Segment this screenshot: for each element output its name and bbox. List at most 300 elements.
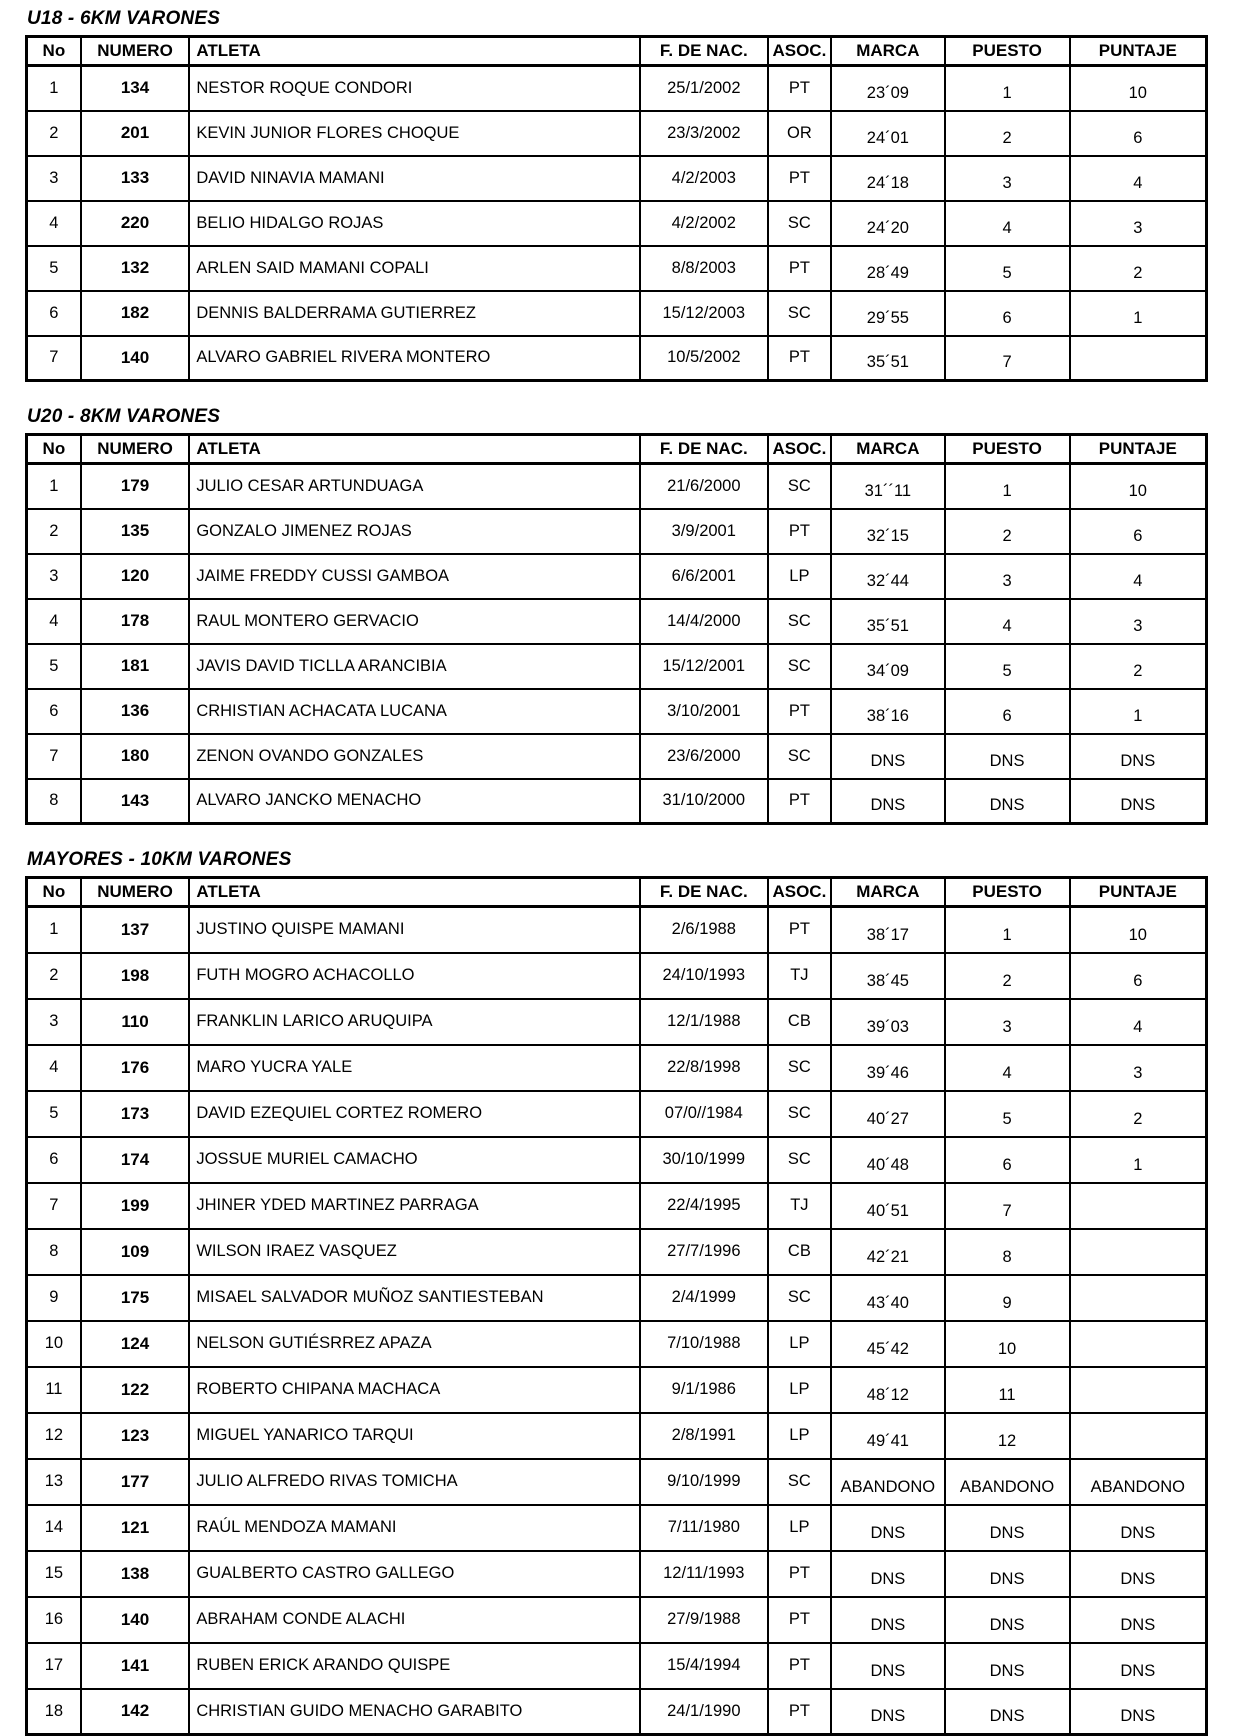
cell-numero: 136: [81, 689, 190, 734]
cell-puntaje: 2: [1070, 1091, 1207, 1137]
cell-asoc: LP: [768, 1413, 832, 1459]
cell-puesto: 7: [945, 336, 1070, 381]
cell-numero: 220: [81, 201, 190, 246]
table-row: [27, 999, 1207, 1045]
cell-no: 7: [27, 336, 81, 381]
header-row: [27, 435, 1207, 464]
cell-numero: 120: [81, 554, 190, 599]
cell-asoc: PT: [768, 156, 832, 201]
cell-marca: 45´42: [831, 1321, 944, 1367]
cell-no: 6: [27, 689, 81, 734]
cell-f_de_nac: 9/10/1999: [640, 1459, 767, 1505]
cell-no: 5: [27, 1091, 81, 1137]
cell-marca: 39´03: [831, 999, 944, 1045]
cell-marca: 34´09: [831, 644, 944, 689]
cell-atleta: BELIO HIDALGO ROJAS: [189, 201, 640, 246]
table-row: [27, 953, 1207, 999]
cell-marca: 39´46: [831, 1045, 944, 1091]
header-puntaje: PUNTAJE: [1070, 37, 1207, 66]
cell-numero: 182: [81, 291, 190, 336]
cell-marca: 32´15: [831, 509, 944, 554]
cell-puntaje: [1070, 1183, 1207, 1229]
cell-atleta: DAVID EZEQUIEL CORTEZ ROMERO: [189, 1091, 640, 1137]
cell-marca: 38´16: [831, 689, 944, 734]
table-row: [27, 1689, 1207, 1735]
cell-puesto: 5: [945, 1091, 1070, 1137]
cell-f_de_nac: 2/4/1999: [640, 1275, 767, 1321]
cell-f_de_nac: 9/1/1986: [640, 1367, 767, 1413]
cell-no: 14: [27, 1505, 81, 1551]
cell-f_de_nac: 15/12/2003: [640, 291, 767, 336]
cell-puesto: 1: [945, 66, 1070, 111]
cell-puntaje: [1070, 1367, 1207, 1413]
cell-puesto: DNS: [945, 1689, 1070, 1735]
cell-f_de_nac: 4/2/2003: [640, 156, 767, 201]
cell-numero: 199: [81, 1183, 190, 1229]
cell-atleta: MARO YUCRA YALE: [189, 1045, 640, 1091]
cell-asoc: PT: [768, 1551, 832, 1597]
cell-f_de_nac: 7/11/1980: [640, 1505, 767, 1551]
cell-no: 3: [27, 999, 81, 1045]
cell-marca: 38´45: [831, 953, 944, 999]
cell-no: 3: [27, 156, 81, 201]
cell-no: 6: [27, 291, 81, 336]
table-row: [27, 689, 1207, 734]
cell-atleta: ROBERTO CHIPANA MACHACA: [189, 1367, 640, 1413]
cell-marca: 24´20: [831, 201, 944, 246]
table-row: [27, 246, 1207, 291]
cell-atleta: ABRAHAM CONDE ALACHI: [189, 1597, 640, 1643]
cell-puesto: 5: [945, 644, 1070, 689]
cell-puesto: 6: [945, 689, 1070, 734]
cell-puntaje: [1070, 1321, 1207, 1367]
cell-asoc: PT: [768, 336, 832, 381]
cell-asoc: PT: [768, 1689, 832, 1735]
cell-no: 4: [27, 1045, 81, 1091]
cell-puesto: 3: [945, 156, 1070, 201]
cell-puesto: ABANDONO: [945, 1459, 1070, 1505]
cell-no: 12: [27, 1413, 81, 1459]
cell-asoc: SC: [768, 734, 832, 779]
cell-no: 5: [27, 246, 81, 291]
cell-puesto: DNS: [945, 1505, 1070, 1551]
cell-puntaje: 6: [1070, 509, 1207, 554]
cell-puntaje: 2: [1070, 644, 1207, 689]
cell-puntaje: DNS: [1070, 1551, 1207, 1597]
cell-f_de_nac: 3/9/2001: [640, 509, 767, 554]
cell-atleta: JULIO CESAR ARTUNDUAGA: [189, 464, 640, 509]
cell-marca: 38´17: [831, 907, 944, 953]
cell-asoc: LP: [768, 1321, 832, 1367]
cell-puntaje: 1: [1070, 1137, 1207, 1183]
cell-f_de_nac: 12/1/1988: [640, 999, 767, 1045]
cell-f_de_nac: 24/10/1993: [640, 953, 767, 999]
cell-atleta: ALVARO JANCKO MENACHO: [189, 779, 640, 824]
cell-f_de_nac: 07/0//1984: [640, 1091, 767, 1137]
cell-asoc: LP: [768, 1367, 832, 1413]
cell-atleta: DENNIS BALDERRAMA GUTIERREZ: [189, 291, 640, 336]
cell-puesto: DNS: [945, 779, 1070, 824]
cell-atleta: JULIO ALFREDO RIVAS TOMICHA: [189, 1459, 640, 1505]
cell-puntaje: DNS: [1070, 1505, 1207, 1551]
cell-no: 7: [27, 734, 81, 779]
cell-no: 17: [27, 1643, 81, 1689]
cell-marca: DNS: [831, 1689, 944, 1735]
table-row: [27, 111, 1207, 156]
cell-marca: 48´12: [831, 1367, 944, 1413]
cell-f_de_nac: 6/6/2001: [640, 554, 767, 599]
cell-f_de_nac: 23/3/2002: [640, 111, 767, 156]
cell-f_de_nac: 12/11/1993: [640, 1551, 767, 1597]
cell-asoc: TJ: [768, 1183, 832, 1229]
cell-numero: 110: [81, 999, 190, 1045]
cell-asoc: SC: [768, 1137, 832, 1183]
cell-numero: 178: [81, 599, 190, 644]
cell-numero: 175: [81, 1275, 190, 1321]
cell-puntaje: 1: [1070, 689, 1207, 734]
results-section: [25, 8, 1208, 382]
cell-asoc: PT: [768, 66, 832, 111]
cell-f_de_nac: 30/10/1999: [640, 1137, 767, 1183]
header-marca: MARCA: [831, 37, 944, 66]
cell-atleta: RAUL MONTERO GERVACIO: [189, 599, 640, 644]
cell-asoc: PT: [768, 779, 832, 824]
table-row: [27, 599, 1207, 644]
cell-puesto: 7: [945, 1183, 1070, 1229]
cell-asoc: SC: [768, 1091, 832, 1137]
table-row: [27, 907, 1207, 953]
cell-atleta: MISAEL SALVADOR MUÑOZ SANTIESTEBAN: [189, 1275, 640, 1321]
cell-atleta: JOSSUE MURIEL CAMACHO: [189, 1137, 640, 1183]
cell-marca: 35´51: [831, 336, 944, 381]
cell-puntaje: 10: [1070, 464, 1207, 509]
header-asoc: ASOC.: [768, 37, 832, 66]
cell-numero: 140: [81, 1597, 190, 1643]
cell-f_de_nac: 15/4/1994: [640, 1643, 767, 1689]
header-atleta: ATLETA: [189, 37, 640, 66]
cell-puesto: 9: [945, 1275, 1070, 1321]
cell-f_de_nac: 8/8/2003: [640, 246, 767, 291]
results-table: [25, 876, 1208, 1736]
header-marca: MARCA: [831, 878, 944, 907]
cell-marca: DNS: [831, 1597, 944, 1643]
cell-asoc: SC: [768, 1045, 832, 1091]
cell-puesto: 10: [945, 1321, 1070, 1367]
cell-f_de_nac: 27/7/1996: [640, 1229, 767, 1275]
cell-puesto: 5: [945, 246, 1070, 291]
table-row: [27, 644, 1207, 689]
table-row: [27, 1551, 1207, 1597]
cell-asoc: PT: [768, 1643, 832, 1689]
cell-marca: DNS: [831, 779, 944, 824]
cell-numero: 121: [81, 1505, 190, 1551]
table-row: [27, 1367, 1207, 1413]
cell-puntaje: 4: [1070, 554, 1207, 599]
header-puesto: PUESTO: [945, 435, 1070, 464]
header-numero: NUMERO: [81, 878, 190, 907]
header-f_de_nac: F. DE NAC.: [640, 37, 767, 66]
results-section: [25, 849, 1208, 1736]
section-title: MAYORES - 10KM VARONES: [27, 849, 292, 870]
cell-asoc: PT: [768, 246, 832, 291]
cell-marca: ABANDONO: [831, 1459, 944, 1505]
table-row: [27, 1505, 1207, 1551]
cell-no: 1: [27, 464, 81, 509]
cell-numero: 132: [81, 246, 190, 291]
table-row: [27, 509, 1207, 554]
table-row: [27, 291, 1207, 336]
header-row: [27, 37, 1207, 66]
cell-atleta: FRANKLIN LARICO ARUQUIPA: [189, 999, 640, 1045]
cell-marca: 35´51: [831, 599, 944, 644]
cell-puesto: 2: [945, 509, 1070, 554]
cell-asoc: SC: [768, 1275, 832, 1321]
header-f_de_nac: F. DE NAC.: [640, 878, 767, 907]
cell-puesto: 6: [945, 291, 1070, 336]
cell-no: 4: [27, 599, 81, 644]
cell-f_de_nac: 22/8/1998: [640, 1045, 767, 1091]
cell-asoc: SC: [768, 599, 832, 644]
cell-no: 5: [27, 644, 81, 689]
cell-asoc: CB: [768, 999, 832, 1045]
cell-marca: 24´01: [831, 111, 944, 156]
table-row: [27, 1091, 1207, 1137]
cell-marca: 42´21: [831, 1229, 944, 1275]
cell-no: 18: [27, 1689, 81, 1735]
cell-numero: 137: [81, 907, 190, 953]
cell-numero: 141: [81, 1643, 190, 1689]
cell-asoc: PT: [768, 907, 832, 953]
cell-marca: 40´48: [831, 1137, 944, 1183]
header-puntaje: PUNTAJE: [1070, 878, 1207, 907]
table-row: [27, 1459, 1207, 1505]
cell-numero: 181: [81, 644, 190, 689]
cell-f_de_nac: 14/4/2000: [640, 599, 767, 644]
cell-f_de_nac: 31/10/2000: [640, 779, 767, 824]
cell-atleta: ALVARO GABRIEL RIVERA MONTERO: [189, 336, 640, 381]
cell-numero: 133: [81, 156, 190, 201]
cell-puntaje: [1070, 1229, 1207, 1275]
cell-puesto: 4: [945, 1045, 1070, 1091]
cell-numero: 142: [81, 1689, 190, 1735]
cell-numero: 177: [81, 1459, 190, 1505]
cell-marca: DNS: [831, 734, 944, 779]
table-row: [27, 156, 1207, 201]
results-table: [25, 35, 1208, 382]
cell-puntaje: 10: [1070, 66, 1207, 111]
cell-numero: 179: [81, 464, 190, 509]
cell-puntaje: [1070, 336, 1207, 381]
cell-marca: 31´´11: [831, 464, 944, 509]
cell-puesto: 3: [945, 554, 1070, 599]
cell-f_de_nac: 22/4/1995: [640, 1183, 767, 1229]
cell-puntaje: DNS: [1070, 779, 1207, 824]
cell-f_de_nac: 10/5/2002: [640, 336, 767, 381]
cell-puntaje: [1070, 1413, 1207, 1459]
header-puntaje: PUNTAJE: [1070, 435, 1207, 464]
results-table: [25, 433, 1208, 825]
cell-atleta: MIGUEL YANARICO TARQUI: [189, 1413, 640, 1459]
cell-atleta: FUTH MOGRO ACHACOLLO: [189, 953, 640, 999]
table-row: [27, 1229, 1207, 1275]
table-row: [27, 336, 1207, 381]
cell-numero: 143: [81, 779, 190, 824]
cell-no: 4: [27, 201, 81, 246]
cell-no: 13: [27, 1459, 81, 1505]
cell-marca: 49´41: [831, 1413, 944, 1459]
header-f_de_nac: F. DE NAC.: [640, 435, 767, 464]
cell-atleta: DAVID NINAVIA MAMANI: [189, 156, 640, 201]
cell-no: 1: [27, 66, 81, 111]
cell-puntaje: 10: [1070, 907, 1207, 953]
cell-marca: 40´51: [831, 1183, 944, 1229]
cell-atleta: JUSTINO QUISPE MAMANI: [189, 907, 640, 953]
cell-numero: 176: [81, 1045, 190, 1091]
cell-puntaje: 6: [1070, 111, 1207, 156]
cell-puesto: 12: [945, 1413, 1070, 1459]
cell-numero: 138: [81, 1551, 190, 1597]
cell-puntaje: 4: [1070, 999, 1207, 1045]
cell-no: 15: [27, 1551, 81, 1597]
cell-puesto: 1: [945, 464, 1070, 509]
cell-f_de_nac: 3/10/2001: [640, 689, 767, 734]
cell-no: 2: [27, 111, 81, 156]
cell-marca: 28´49: [831, 246, 944, 291]
cell-atleta: JHINER YDED MARTINEZ PARRAGA: [189, 1183, 640, 1229]
header-atleta: ATLETA: [189, 435, 640, 464]
cell-no: 16: [27, 1597, 81, 1643]
cell-f_de_nac: 25/1/2002: [640, 66, 767, 111]
cell-asoc: LP: [768, 1505, 832, 1551]
cell-atleta: CHRISTIAN GUIDO MENACHO GARABITO: [189, 1689, 640, 1735]
cell-atleta: RAÚL MENDOZA MAMANI: [189, 1505, 640, 1551]
cell-atleta: RUBEN ERICK ARANDO QUISPE: [189, 1643, 640, 1689]
cell-puntaje: DNS: [1070, 734, 1207, 779]
cell-asoc: PT: [768, 1597, 832, 1643]
table-row: [27, 554, 1207, 599]
header-no: No: [27, 435, 81, 464]
cell-numero: 180: [81, 734, 190, 779]
cell-no: 7: [27, 1183, 81, 1229]
cell-asoc: PT: [768, 509, 832, 554]
cell-no: 3: [27, 554, 81, 599]
table-row: [27, 201, 1207, 246]
header-atleta: ATLETA: [189, 878, 640, 907]
cell-atleta: JAVIS DAVID TICLLA ARANCIBIA: [189, 644, 640, 689]
cell-atleta: JAIME FREDDY CUSSI GAMBOA: [189, 554, 640, 599]
header-asoc: ASOC.: [768, 878, 832, 907]
cell-puesto: 4: [945, 599, 1070, 644]
cell-atleta: CRHISTIAN ACHACATA LUCANA: [189, 689, 640, 734]
header-numero: NUMERO: [81, 37, 190, 66]
cell-f_de_nac: 2/6/1988: [640, 907, 767, 953]
cell-marca: 40´27: [831, 1091, 944, 1137]
table-row: [27, 1137, 1207, 1183]
cell-no: 8: [27, 1229, 81, 1275]
cell-marca: DNS: [831, 1643, 944, 1689]
cell-atleta: KEVIN JUNIOR FLORES CHOQUE: [189, 111, 640, 156]
cell-puntaje: DNS: [1070, 1597, 1207, 1643]
cell-numero: 123: [81, 1413, 190, 1459]
cell-marca: DNS: [831, 1551, 944, 1597]
cell-f_de_nac: 4/2/2002: [640, 201, 767, 246]
cell-atleta: NELSON GUTIÉSRREZ APAZA: [189, 1321, 640, 1367]
cell-puntaje: DNS: [1070, 1643, 1207, 1689]
cell-atleta: ARLEN SAID MAMANI COPALI: [189, 246, 640, 291]
cell-marca: 29´55: [831, 291, 944, 336]
cell-puesto: 1: [945, 907, 1070, 953]
table-row: [27, 1413, 1207, 1459]
table-row: [27, 779, 1207, 824]
cell-no: 10: [27, 1321, 81, 1367]
cell-atleta: ZENON OVANDO GONZALES: [189, 734, 640, 779]
cell-asoc: LP: [768, 554, 832, 599]
cell-marca: DNS: [831, 1505, 944, 1551]
cell-no: 6: [27, 1137, 81, 1183]
cell-puntaje: 4: [1070, 156, 1207, 201]
table-row: [27, 734, 1207, 779]
cell-puesto: 2: [945, 111, 1070, 156]
cell-marca: 43´40: [831, 1275, 944, 1321]
cell-asoc: PT: [768, 689, 832, 734]
results-section: [25, 406, 1208, 825]
cell-puesto: DNS: [945, 734, 1070, 779]
table-row: [27, 1183, 1207, 1229]
table-row: [27, 1275, 1207, 1321]
cell-asoc: SC: [768, 1459, 832, 1505]
cell-atleta: WILSON IRAEZ VASQUEZ: [189, 1229, 640, 1275]
cell-no: 2: [27, 509, 81, 554]
cell-numero: 109: [81, 1229, 190, 1275]
header-marca: MARCA: [831, 435, 944, 464]
cell-f_de_nac: 23/6/2000: [640, 734, 767, 779]
table-row: [27, 1045, 1207, 1091]
header-puesto: PUESTO: [945, 37, 1070, 66]
sections-root: [25, 8, 1208, 1736]
cell-puesto: 3: [945, 999, 1070, 1045]
header-no: No: [27, 878, 81, 907]
cell-asoc: SC: [768, 644, 832, 689]
table-row: [27, 1321, 1207, 1367]
cell-asoc: SC: [768, 464, 832, 509]
cell-numero: 174: [81, 1137, 190, 1183]
cell-numero: 173: [81, 1091, 190, 1137]
cell-asoc: SC: [768, 201, 832, 246]
cell-puntaje: 6: [1070, 953, 1207, 999]
cell-puesto: 6: [945, 1137, 1070, 1183]
cell-atleta: GONZALO JIMENEZ ROJAS: [189, 509, 640, 554]
cell-puesto: DNS: [945, 1643, 1070, 1689]
header-numero: NUMERO: [81, 435, 190, 464]
cell-f_de_nac: 21/6/2000: [640, 464, 767, 509]
cell-atleta: GUALBERTO CASTRO GALLEGO: [189, 1551, 640, 1597]
cell-puesto: 11: [945, 1367, 1070, 1413]
cell-puesto: 4: [945, 201, 1070, 246]
cell-atleta: NESTOR ROQUE CONDORI: [189, 66, 640, 111]
cell-numero: 198: [81, 953, 190, 999]
cell-asoc: SC: [768, 291, 832, 336]
cell-puntaje: 1: [1070, 291, 1207, 336]
cell-numero: 124: [81, 1321, 190, 1367]
cell-marca: 23´09: [831, 66, 944, 111]
cell-puntaje: 2: [1070, 246, 1207, 291]
header-no: No: [27, 37, 81, 66]
cell-no: 8: [27, 779, 81, 824]
cell-asoc: OR: [768, 111, 832, 156]
cell-no: 11: [27, 1367, 81, 1413]
cell-puesto: DNS: [945, 1597, 1070, 1643]
header-puesto: PUESTO: [945, 878, 1070, 907]
